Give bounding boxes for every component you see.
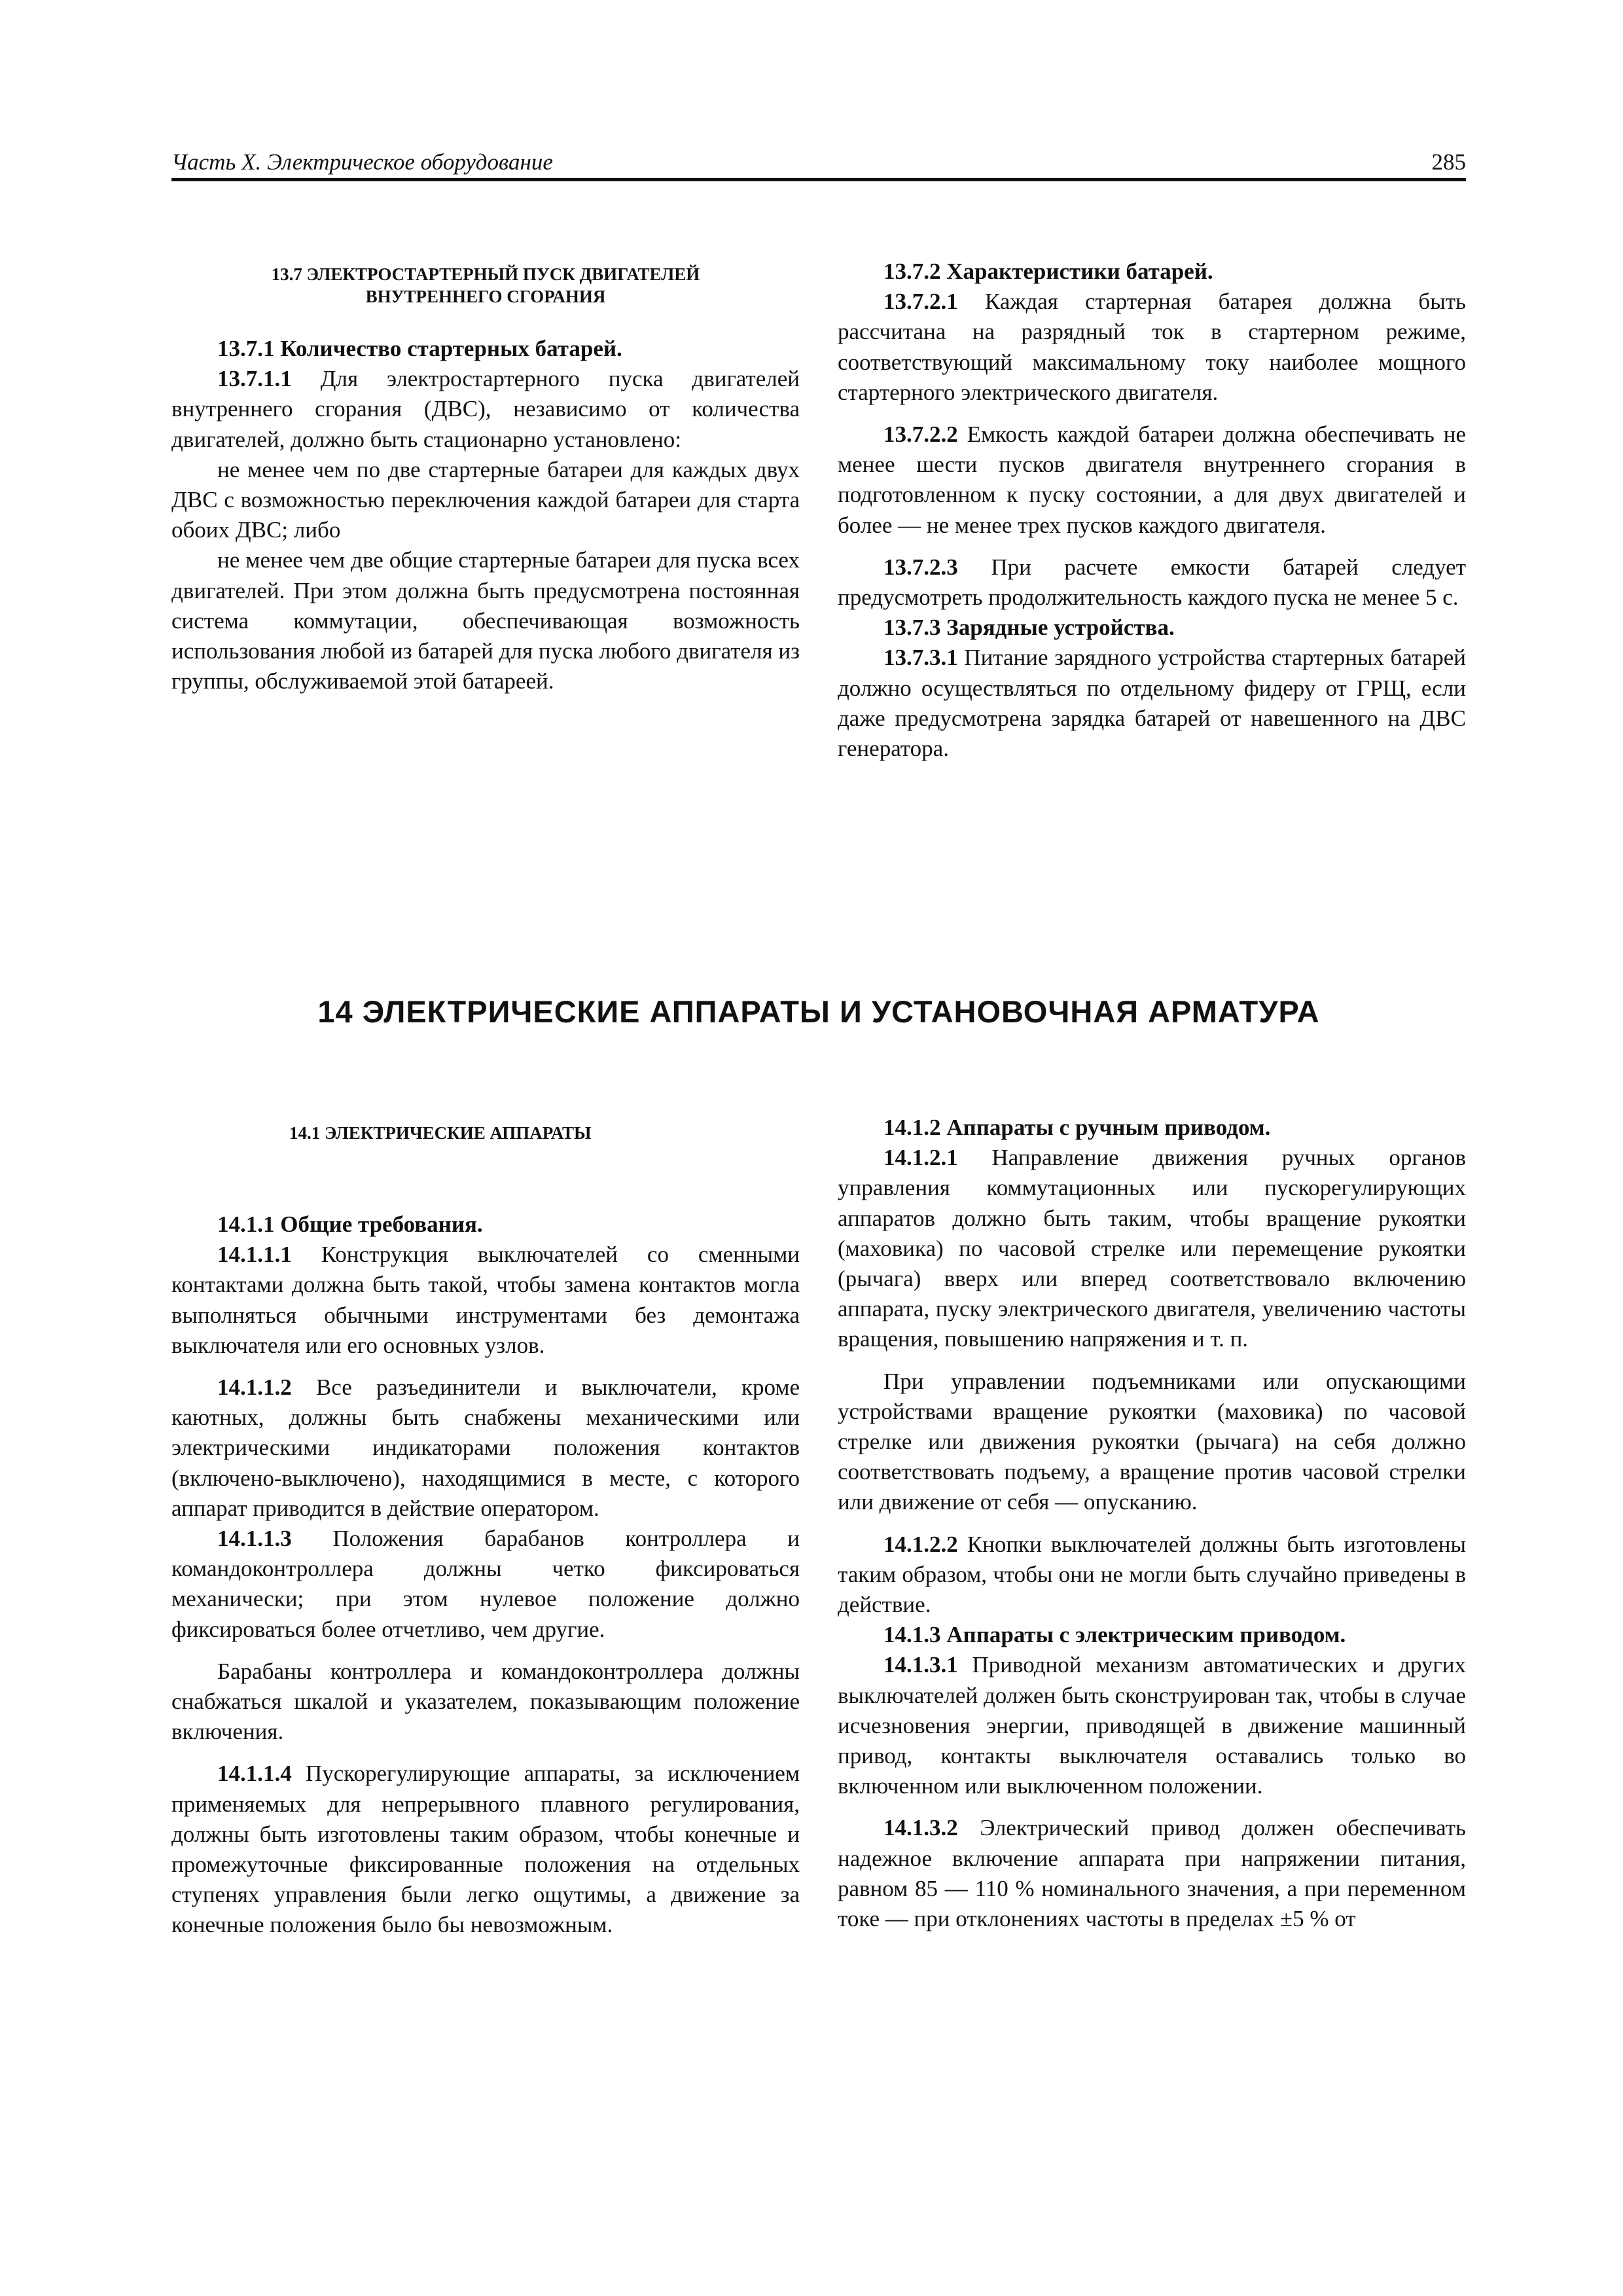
clause-number: 13.7.2.1 bbox=[883, 289, 958, 315]
paragraph-text: Пускорегулирующие аппараты, за исключением применяемых для непрерывного плавного регулирования, должны быть изготовлены таким образом, чтобы конечные и промежуточные фиксированные положения на отдельных ступенях управления были легко ощутимы, а движение за конечные положения было бы невозможным. bbox=[171, 1761, 800, 1938]
paragraph bbox=[838, 1813, 1466, 1934]
paragraph bbox=[838, 1143, 1466, 1354]
paragraph bbox=[171, 1240, 800, 1361]
clause-number: 13.7.3.1 bbox=[883, 645, 958, 671]
clause-number: 14.1.1.2 bbox=[217, 1374, 292, 1401]
clause-number: 14.1.1.3 bbox=[217, 1526, 292, 1552]
clause-number: 13.7.2.3 bbox=[883, 554, 958, 580]
paragraph bbox=[838, 287, 1466, 408]
running-header-title: Часть X. Электрическое оборудование bbox=[171, 149, 553, 175]
paragraph-text: Направление движения ручных органов управления коммутационных или пускорегулирующих аппаратов должно быть таким, чтобы вращение рукоятки (маховика) по часовой стрелке или перемещение рукоятки (рычага) вверх или вперед соответствовало включению аппарата, пуску электрического двигателя, увеличению частоты вращения, повышению напряжения и т. п. bbox=[838, 1145, 1466, 1352]
paragraph-text: Положения барабанов контроллера и командоконтроллера должны четко фиксироваться механически; при этом нулевое положение должно фиксироваться более отчетливо, чем другие. bbox=[171, 1526, 800, 1642]
paragraph bbox=[171, 1524, 800, 1645]
paragraph: Барабаны контроллера и командоконтроллера должны снабжаться шкалой и указателем, показывающим положение включения. bbox=[171, 1658, 800, 1745]
column-top-right bbox=[838, 257, 1466, 764]
paragraph-text: Электрический привод должен обеспечивать надежное включение аппарата при напряжении питания, равном 85 — 110 % номинального значения, а при переменном токе — при отклонениях частоты в пределах ±5 % от bbox=[838, 1815, 1466, 1932]
paragraph bbox=[838, 420, 1466, 541]
column-bottom-right bbox=[838, 1113, 1466, 1934]
paragraph: не менее чем две общие стартерные батареи для пуска всех двигателей. При этом должна быть предусмотрена постоянная система коммутации, обеспечивающая возможность использования любой из батарей для пуска любого двигателя из группы, обслуживаемой этой батареей. bbox=[171, 547, 800, 694]
column-top-left bbox=[171, 263, 800, 696]
page-number: 285 bbox=[1431, 149, 1466, 175]
clause-number: 14.1.1.1 bbox=[217, 1242, 292, 1268]
column-bottom-left bbox=[171, 1122, 800, 1941]
clause-number: 14.1.2.2 bbox=[883, 1531, 958, 1557]
paragraph-text: Приводной механизм автоматических и других выключателей должен быть сконструирован так, чтобы в случае исчезновения энергии, приводящей в движение машинный привод, контакты выключателя оставались только во включенном или выключенном положении. bbox=[838, 1652, 1466, 1799]
section-title-line-1: 13.7 ЭЛЕКТРОСТАРТЕРНЫЙ ПУСК ДВИГАТЕЛЕЙ bbox=[271, 264, 700, 284]
paragraph bbox=[838, 552, 1466, 613]
paragraph bbox=[838, 1530, 1466, 1621]
clause-number: 13.7.1.1 bbox=[217, 366, 292, 392]
paragraph bbox=[171, 364, 800, 455]
clause-number: 14.1.2.1 bbox=[883, 1145, 958, 1171]
subsection-heading: 13.7.2 Характеристики батарей. bbox=[883, 259, 1213, 284]
subsection-heading: 14.1.2 Аппараты с ручным приводом. bbox=[883, 1115, 1271, 1140]
section-title-line-2: ВНУТРЕННЕГО СГОРАНИЯ bbox=[365, 287, 606, 306]
paragraph bbox=[838, 643, 1466, 764]
paragraph bbox=[171, 1759, 800, 1940]
paragraph-text: Кнопки выключателей должны быть изготовлены таким образом, чтобы они не могли быть случайно приведены в действие. bbox=[838, 1531, 1466, 1618]
subsection-heading: 14.1.1 Общие требования. bbox=[217, 1211, 483, 1237]
clause-number: 14.1.3.2 bbox=[883, 1815, 958, 1841]
header-rule bbox=[171, 178, 1466, 181]
paragraph-text: Емкость каждой батареи должна обеспечивать не менее шести пусков двигателя внутреннего сгорания в подготовленном к пуску состоянии, а для двух двигателей и более — не менее трех пусков каждого двигателя. bbox=[838, 422, 1466, 538]
paragraph-text: Каждая стартерная батарея должна быть рассчитана на разрядный ток в стартерном режиме, соответствующий максимальному току наиболее мощного стартерного электрического двигателя. bbox=[838, 289, 1466, 405]
paragraph: При управлении подъемниками или опускающими устройствами вращение рукоятки (маховика) по часовой стрелке или движения рукоятки (рычага) на себя должно соответствовать подъему, а вращение против часовой стрелки или движение от себя — опусканию. bbox=[838, 1368, 1466, 1515]
clause-number: 14.1.3.1 bbox=[883, 1652, 958, 1678]
paragraph bbox=[171, 1372, 800, 1524]
paragraph-text: Все разъединители и выключатели, кроме каютных, должны быть снабжены механическими или электрическими индикаторами положения контактов (включено-выключено), находящимися в месте, с которого аппарат приводится в действие оператором. bbox=[171, 1374, 800, 1521]
paragraph-text: Для электростартерного пуска двигателей внутреннего сгорания (ДВС), независимо от количества двигателей, должно быть стационарно установлено: bbox=[171, 366, 800, 452]
clause-number: 14.1.1.4 bbox=[217, 1761, 292, 1787]
paragraph-text: Питание зарядного устройства стартерных батарей должно осуществляться по отдельному фидеру от ГРЩ, если даже предусмотрена зарядка батарей от навешенного на ДВС генератора. bbox=[838, 645, 1466, 762]
paragraph bbox=[838, 1650, 1466, 1801]
clause-number: 13.7.2.2 bbox=[883, 422, 958, 448]
paragraph-text: При расчете емкости батарей следует предусмотреть продолжительность каждого пуска не менее 5 с. bbox=[838, 554, 1466, 611]
section-title: 14.1 ЭЛЕКТРИЧЕСКИЕ АППАРАТЫ bbox=[289, 1123, 592, 1143]
running-header bbox=[171, 143, 1466, 179]
paragraph-text: Конструкция выключателей со сменными контактами должна быть такой, чтобы замена контактов могла выполняться обычными инструментами без демонтажа выключателя или его основных узлов. bbox=[171, 1242, 800, 1358]
subsection-heading: 13.7.3 Зарядные устройства. bbox=[883, 615, 1175, 641]
chapter-title: 14 ЭЛЕКТРИЧЕСКИЕ АППАРАТЫ И УСТАНОВОЧНАЯ АРМАТУРА bbox=[317, 994, 1320, 1029]
section-title bbox=[171, 263, 800, 308]
subsection-heading: 14.1.3 Аппараты с электрическим приводом. bbox=[883, 1622, 1346, 1648]
subsection-heading: 13.7.1 Количество стартерных батарей. bbox=[217, 336, 622, 361]
paragraph: не менее чем по две стартерные батареи для каждых двух ДВС с возможностью переключения каждой батареи для старта обоих ДВС; либо bbox=[171, 456, 800, 543]
